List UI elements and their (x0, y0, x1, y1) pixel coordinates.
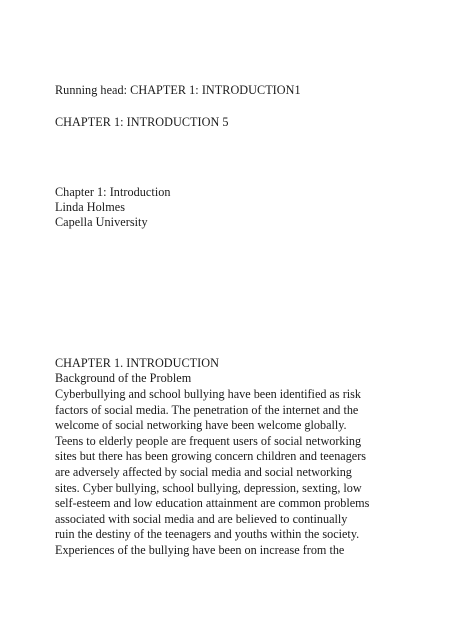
paragraph-line: welcome of social networking have been welcome globally. (55, 418, 347, 433)
running-head: Running head: CHAPTER 1: INTRODUCTION1 (55, 83, 301, 97)
chapter-heading: CHAPTER 1. INTRODUCTION (55, 356, 219, 370)
paragraph-line: sites. Cyber bullying, school bullying, depression, sexting, low (55, 480, 362, 495)
page-header: CHAPTER 1: INTRODUCTION 5 (55, 115, 229, 129)
title: Chapter 1: Introduction (55, 185, 171, 199)
paragraph-line: factors of social media. The penetration of the internet and the (55, 402, 359, 417)
paragraph-line: associated with social media and are believed to continually (55, 511, 348, 526)
institution-name: Capella University (55, 215, 148, 229)
paragraph-line: Experiences of the bullying have been on increase from the (55, 542, 345, 557)
paragraph-line: Teens to elderly people are frequent users of social networking (55, 433, 362, 448)
paragraph-line: Cyberbullying and school bullying have been identified as risk (55, 387, 361, 401)
paragraph-line: ruin the destiny of the teenagers and youths within the society. (55, 527, 360, 542)
paragraph-line: are adversely affected by social media and social networking (55, 464, 352, 479)
background-paragraph (55, 387, 405, 559)
author-name: Linda Holmes (55, 200, 125, 214)
paragraph-line: sites but there has been growing concern children and teenagers (55, 449, 367, 464)
section-heading: Background of the Problem (55, 371, 192, 385)
paragraph-line: self-esteem and low education attainment are common problems (55, 496, 370, 511)
